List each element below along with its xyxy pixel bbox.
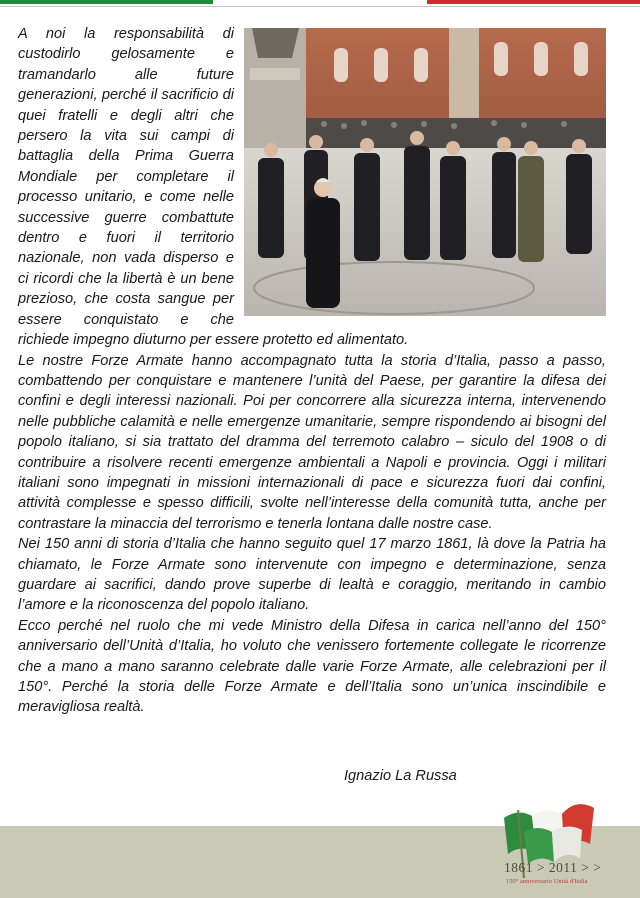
logo-subtitle: 150° anniversario Unità d'Italia	[506, 878, 588, 885]
ceremony-photo	[244, 28, 606, 316]
paragraph-1: A noi la responsabilità di custodirlo gelosamente e tramandarlo alle future generazioni, perché il sacrificio di quei fratelli e degli altri che persero la vita sui campi di battaglia della Prima Guerra Mondiale per completare il processo unitario, e come nelle successive guerre combattute dentro e fuori il territorio nazionale, non vada disperso e ci ricordi che la libertà è un bene prezioso, che costa sangue per essere conquistato e che richiede impegno diuturno per essere protetto ed alimentato.	[18, 26, 409, 349]
article-body	[18, 24, 606, 718]
header-rule	[0, 6, 640, 7]
paragraph-3: Nei 150 anni di storia d’Italia che hanno seguito quel 17 marzo 1861, là dove la Patria ha chiamato, le Forze Armate sono intervenute con impegno e determinazione, senza guardare ai sacrifici, dando prove superbe di lealtà e coraggio, meritando in cambio l’amore e la riconoscenza del popolo italiano.	[18, 536, 606, 614]
paragraph-4: Ecco perché nel ruolo che mi vede Ministro della Difesa in carica nell’anno del 150° anniversario dell’Unità d’Italia, ho voluto che venissero fortemente collegate le ricorrenze che a mano a mano saranno celebrate dalle varie Forze Armate, alle celebrazioni per il 150°. Perché la storia delle Forze Armate e dell’Italia sono un’unica inscindibile e meravigliosa realtà.	[18, 617, 606, 716]
logo-years: 1861 > 2011 > >	[504, 860, 602, 875]
tricolor-header-bar	[0, 0, 640, 4]
signature: Ignazio La Russa	[344, 768, 457, 784]
paragraph-2: Le nostre Forze Armate hanno accompagnato tutta la storia d’Italia, passo a passo, combattendo per conquistare e mantenere l’unità del Paese, per garantire la difesa dei confini e degli interessi nazionali. Poi per concorrere alla sicurezza interna, intervenendo nelle pubbliche calamità e nelle emergenze umanitarie, sempre rispondendo ai bisogni del popolo italiano, si sia trattato del dramma del terremoto calabro – siculo del 1908 o di contribuire a risolvere recenti emergenze ambientali a Napoli e provincia. Oggi i militari italiani sono impegnati in missioni internazionali di pace e sicurezza fuori dai confini, attività complesse e spesso difficili, svolte nell’interesse della comunità tutta, anche per contrastare la minaccia del terrorismo e tenerla lontana dalle nostre case.	[18, 352, 606, 532]
